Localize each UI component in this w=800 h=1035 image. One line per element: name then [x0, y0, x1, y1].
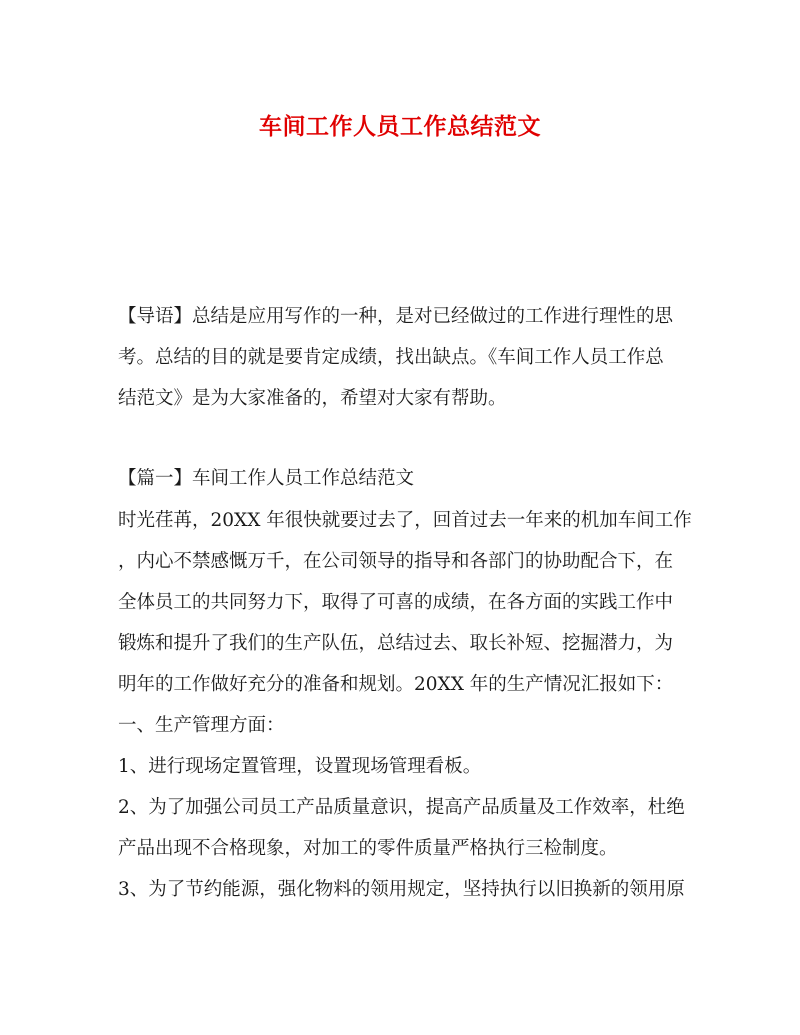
section-heading: 【篇一】车间工作人员工作总结范文	[118, 468, 415, 489]
body-line: 明年的工作做好充分的准备和规划。20XX 年的生产情况汇报如下：	[118, 674, 674, 695]
subsection-heading: 一、生产管理方面：	[118, 715, 285, 736]
list-item: 3、为了节约能源，强化物料的领用规定，坚持执行以旧换新的领用原	[118, 879, 685, 900]
body-line: 时光荏苒，20XX 年很快就要过去了，回首过去一年来的机加车间工作	[118, 510, 692, 531]
body-line: 锻炼和提升了我们的生产队伍，总结过去、取长补短、挖掘潜力，为	[118, 633, 674, 654]
list-item: 2、为了加强公司员工产品质量意识，提高产品质量及工作效率，杜绝	[118, 797, 685, 818]
body-text	[118, 500, 692, 910]
list-item-continuation: 产品出现不合格现象，对加工的零件质量严格执行三检制度。	[118, 838, 618, 859]
intro-line: 【导语】总结是应用写作的一种，是对已经做过的工作进行理性的思	[118, 306, 674, 327]
list-item: 1、进行现场定置管理，设置现场管理看板。	[118, 756, 482, 777]
body-line: 全体员工的共同努力下，取得了可喜的成绩，在各方面的实践工作中	[118, 592, 674, 613]
intro-line: 考。总结的目的就是要肯定成绩，找出缺点。《车间工作人员工作总	[118, 347, 664, 368]
document-title: 车间工作人员工作总结范文	[259, 113, 541, 140]
intro-line: 结范文》是为大家准备的，希望对大家有帮助。	[118, 388, 507, 409]
intro-paragraph	[118, 296, 688, 419]
body-line: ，内心不禁感慨万千，在公司领导的指导和各部门的协助配合下，在	[118, 551, 674, 572]
